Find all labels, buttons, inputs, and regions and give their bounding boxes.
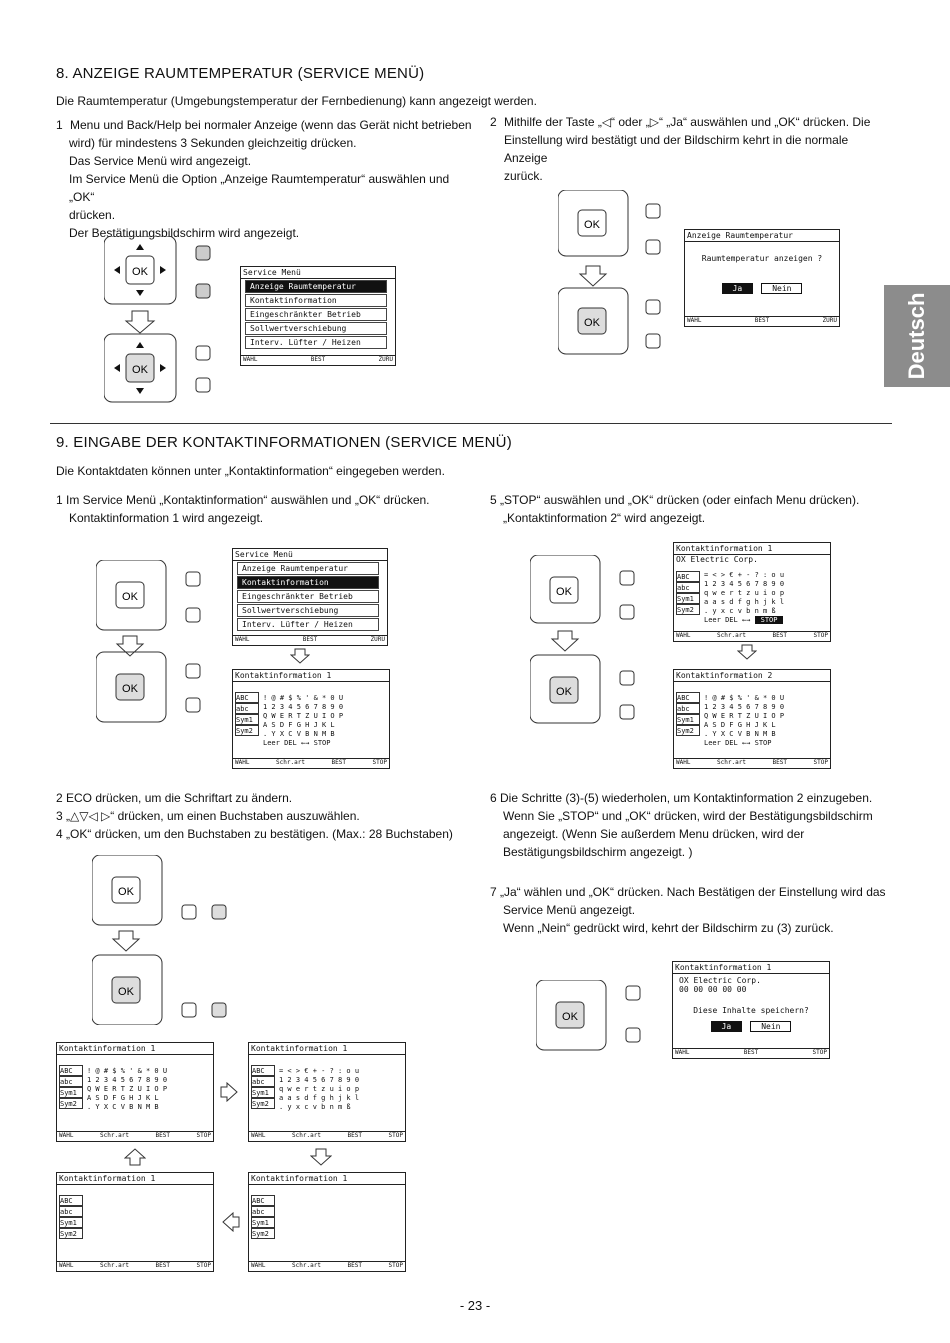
footer-label: WAHL <box>59 1132 74 1139</box>
charset-abc-upper[interactable]: ABC <box>676 571 700 582</box>
svg-text:OK: OK <box>132 266 148 278</box>
lcd-footer <box>674 631 830 641</box>
footer-label: BEST <box>772 632 787 639</box>
lcd-footer <box>685 316 839 326</box>
remote-control-diagram <box>96 560 216 725</box>
menu-item[interactable]: Kontaktinformation <box>237 576 379 589</box>
charset-sym2[interactable]: Sym2 <box>59 1098 83 1109</box>
language-tab-label: Deutsch <box>904 292 929 380</box>
charset-abc-upper[interactable]: ABC <box>676 692 700 703</box>
charset-sym2[interactable]: Sym2 <box>59 1228 83 1239</box>
footer-label: BEST <box>743 1049 759 1056</box>
char-row[interactable]: . y x c v b n m ß <box>279 1103 351 1111</box>
step-text: 3 „△▽◁ ▷“ drücken, um einen Buchstaben auszuwählen. <box>56 809 360 823</box>
step-text: Das Service Menü wird angezeigt. <box>69 154 252 168</box>
charset-abc-lower[interactable]: abc <box>251 1076 275 1087</box>
lcd-footer <box>233 635 387 645</box>
menu-item[interactable]: Eingeschränkter Betrieb <box>245 308 387 321</box>
menu-item[interactable]: Sollwertverschiebung <box>245 322 387 335</box>
divider <box>50 423 892 424</box>
entered-text: OX Electric Corp. <box>676 555 758 564</box>
lcd-contact-info-2 <box>673 669 831 769</box>
section-9-step-7 <box>490 883 890 937</box>
footer-label: Schr.art <box>717 632 746 639</box>
step-text: 2 ECO drücken, um die Schriftart zu ändern. <box>56 791 293 805</box>
stop-key[interactable]: STOP <box>755 616 784 624</box>
lcd-question: Diese Inhalte speichern? <box>693 1006 809 1015</box>
footer-label: STOP <box>388 1132 403 1139</box>
charset-abc-lower[interactable]: abc <box>59 1206 83 1217</box>
lcd-confirm-save <box>672 961 830 1059</box>
lcd-title: Kontaktinformation 2 <box>674 670 830 682</box>
footer-label: Schr.art <box>717 759 746 766</box>
lcd-title: Service Menü <box>241 267 395 279</box>
svg-text:OK: OK <box>584 219 600 231</box>
step-text: 7 „Ja“ wählen und „OK“ drücken. Nach Bestätigen der Einstellung wird das <box>490 885 886 899</box>
footer-label: STOP <box>812 1049 827 1056</box>
footer-label: STOP <box>388 1262 403 1269</box>
footer-label: Schr.art <box>276 759 305 766</box>
char-row[interactable]: q w e r t z u i o p <box>279 1085 360 1093</box>
lcd-keyboard-upper <box>56 1042 214 1142</box>
footer-label: ZURÜ <box>822 317 837 324</box>
charset-sym2[interactable]: Sym2 <box>235 725 259 736</box>
charset-sym1[interactable]: Sym1 <box>251 1087 275 1098</box>
character-grid <box>704 571 784 625</box>
footer-label: Schr.art <box>100 1132 129 1139</box>
yes-option[interactable]: Ja <box>722 283 754 294</box>
charset-sym2[interactable]: Sym2 <box>676 725 700 736</box>
menu-item[interactable]: Eingeschränkter Betrieb <box>237 590 379 603</box>
charset-selector <box>235 692 259 736</box>
char-row[interactable]: . Y X C V B N M B <box>263 730 335 738</box>
char-row[interactable]: A S D F G H J K L <box>87 1094 159 1102</box>
char-row[interactable]: 1 2 3 4 5 6 7 8 9 0 <box>87 1076 168 1084</box>
stop-key[interactable]: STOP <box>313 739 331 747</box>
down-arrow-icon <box>737 644 757 660</box>
footer-label: BEST <box>772 759 787 766</box>
lcd-question: Raumtemperatur anzeigen ? <box>701 254 823 263</box>
step-text: Wenn Sie „STOP“ und „OK“ drücken, wird der Bestätigungsbildschirm <box>503 809 873 823</box>
lcd-footer <box>249 1261 405 1271</box>
menu-item[interactable]: Kontaktinformation <box>245 294 387 307</box>
step-text: zurück. <box>504 169 543 183</box>
footer-label: BEST <box>347 1262 362 1269</box>
footer-label: WAHL <box>687 317 702 324</box>
step-text: 5 „STOP“ auswählen und „OK“ drücken (oder einfach Menu drücken). <box>490 493 860 507</box>
footer-label: ZURÜ <box>378 356 393 363</box>
char-row[interactable]: ! @ # $ % ' & * 0 U <box>704 694 785 702</box>
charset-sym1[interactable]: Sym1 <box>676 593 700 604</box>
charset-sym1[interactable]: Sym1 <box>59 1087 83 1098</box>
right-arrow-icon <box>220 1082 240 1102</box>
footer-label: WAHL <box>675 1049 690 1056</box>
footer-label: WAHL <box>235 759 250 766</box>
step-text: Im Service Menü die Option „Anzeige Raumtemperatur“ auswählen und „OK“ <box>69 172 450 204</box>
yes-option[interactable]: Ja <box>711 1021 743 1032</box>
footer-label: STOP <box>196 1132 211 1139</box>
charset-selector <box>251 1065 275 1109</box>
step-text: Menu und Back/Help bei normaler Anzeige (wenn das Gerät nicht betrieben <box>70 118 472 132</box>
language-tab <box>884 285 950 387</box>
lcd-footer <box>673 1048 829 1058</box>
step-text: drücken. <box>69 208 116 222</box>
cursor-keys[interactable]: ←→ <box>741 616 751 624</box>
charset-sym1[interactable]: Sym1 <box>235 714 259 725</box>
charset-sym2[interactable]: Sym2 <box>251 1098 275 1109</box>
lcd-title: Kontaktinformation 1 <box>57 1173 213 1185</box>
lcd-title: Service Menü <box>233 549 387 561</box>
space-key[interactable]: Leer <box>704 739 721 747</box>
charset-sym1[interactable]: Sym1 <box>59 1217 83 1228</box>
footer-label: BEST <box>310 356 326 363</box>
space-key[interactable]: Leer <box>263 739 280 747</box>
step-number: 2 <box>490 115 497 129</box>
lcd-footer <box>249 1131 405 1141</box>
delete-key[interactable]: DEL <box>725 616 738 624</box>
lcd-title: Kontaktinformation 1 <box>233 670 389 682</box>
character-grid <box>279 1067 359 1112</box>
svg-text:OK: OK <box>118 886 134 898</box>
svg-text:OK: OK <box>118 986 134 998</box>
cursor-keys[interactable]: ←→ <box>300 739 310 747</box>
remote-control-diagram <box>536 980 656 1055</box>
footer-label: BEST <box>347 1132 362 1139</box>
lcd-keyboard-lower <box>248 1042 406 1142</box>
remote-control-diagram <box>92 855 237 1025</box>
section-8-title: 8. ANZEIGE RAUMTEMPERATUR (SERVICE MENÜ) <box>56 65 425 82</box>
menu-item[interactable]: Sollwertverschiebung <box>237 604 379 617</box>
charset-sym1[interactable]: Sym1 <box>676 714 700 725</box>
charset-selector <box>676 692 700 736</box>
footer-label: Schr.art <box>292 1132 321 1139</box>
space-key[interactable]: Leer <box>704 616 721 624</box>
footer-label: STOP <box>813 759 828 766</box>
down-arrow-icon <box>310 1148 332 1166</box>
svg-text:OK: OK <box>556 586 572 598</box>
footer-label: WAHL <box>251 1132 266 1139</box>
lcd-title: Anzeige Raumtemperatur <box>685 230 839 242</box>
char-row[interactable]: A S D F G H J K L <box>704 721 776 729</box>
remote-control-diagram <box>558 190 678 355</box>
footer-label: Schr.art <box>292 1262 321 1269</box>
footer-label: WAHL <box>59 1262 74 1269</box>
no-option[interactable]: Nein <box>750 1021 791 1032</box>
charset-abc-upper[interactable]: ABC <box>59 1195 83 1206</box>
charset-selector <box>59 1065 83 1109</box>
svg-text:OK: OK <box>584 317 600 329</box>
footer-label: BEST <box>754 317 770 324</box>
page-number: - 23 - <box>459 1298 491 1313</box>
charset-abc-upper[interactable]: ABC <box>235 692 259 703</box>
char-row[interactable]: Q W E R T Z U I O P <box>704 712 785 720</box>
stop-key[interactable]: STOP <box>754 739 772 747</box>
footer-label: BEST <box>155 1262 170 1269</box>
section-8-intro: Die Raumtemperatur (Umgebungstemperatur der Fernbedienung) kann angezeigt werden. <box>56 94 537 108</box>
charset-abc-lower[interactable]: abc <box>251 1206 275 1217</box>
step-text: Service Menü angezeigt. <box>503 903 636 917</box>
step-text: 4 „OK“ drücken, um den Buchstaben zu bestätigen. (Max.: 28 Buchstaben) <box>56 827 453 841</box>
charset-abc-lower[interactable]: abc <box>676 582 700 593</box>
down-arrow-icon <box>290 648 310 664</box>
char-row[interactable]: Q W E R T Z U I O P <box>87 1085 168 1093</box>
lcd-footer <box>57 1261 213 1271</box>
lcd-title: Kontaktinformation 1 <box>57 1043 213 1055</box>
charset-selector <box>251 1195 275 1239</box>
svg-text:OK: OK <box>122 683 138 695</box>
step-text: Der Bestätigungsbildschirm wird angezeigt. <box>69 226 300 240</box>
char-row[interactable]: ! @ # $ % ' & * 0 U <box>263 694 344 702</box>
step-text: 1 Im Service Menü „Kontaktinformation“ auswählen und „OK“ drücken. <box>56 493 430 507</box>
lcd-title: Kontaktinformation 1 <box>673 962 829 974</box>
remote-control-diagram <box>104 236 224 406</box>
character-grid <box>263 694 343 748</box>
charset-abc-lower[interactable]: abc <box>676 703 700 714</box>
svg-text:OK: OK <box>556 686 572 698</box>
step-text: „Kontaktinformation 2“ wird angezeigt. <box>503 511 706 525</box>
charset-abc-lower[interactable]: abc <box>235 703 259 714</box>
step-text: wird) für mindestens 3 Sekunden gleichzeitig drücken. <box>69 136 357 150</box>
lcd-contact-info-1-filled <box>673 542 831 642</box>
charset-sym2[interactable]: Sym2 <box>676 604 700 615</box>
char-row[interactable]: 1 2 3 4 5 6 7 8 9 0 <box>704 580 785 588</box>
char-row[interactable]: . y x c v b n m ß <box>704 607 776 615</box>
charset-abc-upper[interactable]: ABC <box>251 1195 275 1206</box>
footer-label: WAHL <box>243 356 258 363</box>
char-row[interactable]: A S D F G H J K L <box>263 721 335 729</box>
lcd-footer <box>233 758 389 768</box>
charset-abc-upper[interactable]: ABC <box>59 1065 83 1076</box>
up-arrow-icon <box>124 1148 146 1166</box>
lcd-title: Kontaktinformation 1 <box>249 1173 405 1185</box>
char-row[interactable]: a a s d f g h j k l <box>279 1094 360 1102</box>
svg-text:OK: OK <box>122 591 138 603</box>
delete-key[interactable]: DEL <box>725 739 738 747</box>
no-option[interactable]: Nein <box>761 283 802 294</box>
char-row[interactable]: a a s d f g h j k l <box>704 598 785 606</box>
charset-selector <box>59 1195 83 1239</box>
char-row[interactable]: 1 2 3 4 5 6 7 8 9 0 <box>263 703 344 711</box>
footer-label: ZURÜ <box>370 636 385 643</box>
svg-text:OK: OK <box>562 1011 578 1023</box>
step-text: Einstellung wird bestätigt und der Bildschirm kehrt in die normale Anzeige <box>504 133 849 165</box>
lcd-footer <box>674 758 830 768</box>
footer-label: BEST <box>155 1132 170 1139</box>
saved-company: OX Electric Corp. <box>679 976 761 985</box>
left-arrow-icon <box>220 1212 240 1232</box>
section-9-step-1 <box>56 491 476 527</box>
charset-sym1[interactable]: Sym1 <box>251 1217 275 1228</box>
footer-label: STOP <box>372 759 387 766</box>
footer-label: BEST <box>302 636 318 643</box>
charset-abc-upper[interactable]: ABC <box>251 1065 275 1076</box>
section-9-intro: Die Kontaktdaten können unter „Kontaktinformation“ eingegeben werden. <box>56 464 445 478</box>
footer-label: Schr.art <box>100 1262 129 1269</box>
character-grid <box>704 694 784 748</box>
lcd-keyboard-sym2 <box>56 1172 214 1272</box>
charset-selector <box>676 571 700 615</box>
lcd-service-menu <box>240 266 396 366</box>
svg-text:OK: OK <box>132 364 148 376</box>
step-text: Bestätigungsbildschirm angezeigt. ) <box>503 845 693 859</box>
section-8-step-1 <box>56 116 476 242</box>
lcd-contact-info-1 <box>232 669 390 769</box>
char-row[interactable]: 1 2 3 4 5 6 7 8 9 0 <box>279 1076 360 1084</box>
charset-sym2[interactable]: Sym2 <box>251 1228 275 1239</box>
footer-label: STOP <box>813 632 828 639</box>
section-8-step-2 <box>490 113 890 185</box>
step-number: 1 <box>56 118 63 132</box>
step-text: Mithilfe der Taste „◁“ oder „▷“ „Ja“ auswählen und „OK“ drücken. Die <box>504 115 871 129</box>
menu-item[interactable]: Interv. Lüfter / Heizen <box>237 618 379 631</box>
footer-label: BEST <box>331 759 346 766</box>
cursor-keys[interactable]: ←→ <box>741 739 751 747</box>
lcd-title: Kontaktinformation 1 <box>249 1043 405 1055</box>
saved-digits: 00 00 00 00 00 <box>679 985 747 994</box>
step-text: Kontaktinformation 1 wird angezeigt. <box>69 511 264 525</box>
step-text: Wenn „Nein“ gedrückt wird, kehrt der Bildschirm zu (3) zurück. <box>503 921 834 935</box>
menu-item[interactable]: Interv. Lüfter / Heizen <box>245 336 387 349</box>
char-row[interactable]: ! @ # $ % ' & * 0 U <box>87 1067 168 1075</box>
lcd-footer <box>241 355 395 365</box>
char-row[interactable]: Q W E R T Z U I O P <box>263 712 344 720</box>
section-9-step-6 <box>490 789 890 861</box>
lcd-keyboard-sym1 <box>248 1172 406 1272</box>
lcd-service-menu-2 <box>232 548 388 646</box>
lcd-footer <box>57 1131 213 1141</box>
section-9-title: 9. EINGABE DER KONTAKTINFORMATIONEN (SERVICE MENÜ) <box>56 434 512 451</box>
charset-abc-lower[interactable]: abc <box>59 1076 83 1087</box>
char-row[interactable]: . Y X C V B N M B <box>704 730 776 738</box>
step-text: angezeigt. (Wenn Sie außerdem Menu drücken, wird der <box>503 827 805 841</box>
step-text: 6 Die Schritte (3)-(5) wiederholen, um Kontaktinformation 2 einzugeben. <box>490 791 873 805</box>
lcd-title: Kontaktinformation 1 <box>674 543 830 555</box>
footer-label: WAHL <box>251 1262 266 1269</box>
footer-label: WAHL <box>676 632 691 639</box>
section-9-step-5 <box>490 491 890 527</box>
menu-item[interactable]: Anzeige Raumtemperatur <box>237 562 379 575</box>
footer-label: STOP <box>196 1262 211 1269</box>
character-grid <box>87 1067 167 1112</box>
section-9-steps-2-4 <box>56 789 476 843</box>
char-row[interactable]: 1 2 3 4 5 6 7 8 9 0 <box>704 703 785 711</box>
menu-item[interactable]: Anzeige Raumtemperatur <box>245 280 387 293</box>
remote-control-diagram <box>530 555 650 725</box>
char-row[interactable]: q w e r t z u i o p <box>704 589 785 597</box>
lcd-confirm-room-temp <box>684 229 840 327</box>
footer-label: WAHL <box>235 636 250 643</box>
char-row[interactable]: = < > € + - ? : o u <box>279 1067 360 1075</box>
char-row[interactable]: . Y X C V B N M B <box>87 1103 159 1111</box>
delete-key[interactable]: DEL <box>284 739 297 747</box>
char-row[interactable]: = < > € + - ? : o u <box>704 571 785 579</box>
footer-label: WAHL <box>676 759 691 766</box>
